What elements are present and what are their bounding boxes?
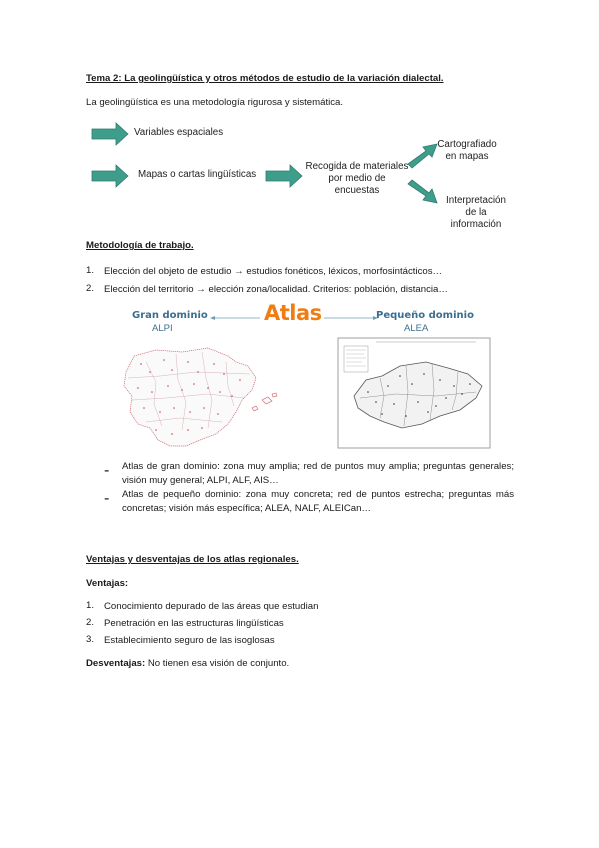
desventajas-label: Desventajas: (86, 658, 146, 669)
page-title: Tema 2: La geolingüística y otros métodos de estudio de la variación dialectal. (86, 73, 444, 84)
atlas-logo: Atlas (264, 301, 322, 325)
list-number: 2. (86, 617, 95, 628)
pequeno-dominio-title: Pequeño dominio (376, 310, 474, 321)
andalusia-map (336, 336, 492, 450)
gran-dominio-title: Gran dominio (132, 310, 208, 321)
ventajas-heading: Ventajas y desventajas de los atlas regionales. (86, 554, 299, 565)
list-number: 3. (86, 634, 95, 645)
interpretacion-label: Interpretación de la información (446, 195, 506, 230)
intro-text: La geolingüística es una metodología rigurosa y sistemática. (86, 97, 344, 108)
list-item: Penetración en las estructuras lingüísticas (104, 618, 284, 629)
right-connector-icon (324, 313, 378, 323)
list-item: Elección del territorio → elección zona/localidad. Criterios: población, distancia… (104, 284, 448, 295)
mapas-label: Mapas o cartas lingüísticas (138, 169, 257, 180)
process-diagram (86, 118, 526, 234)
list-number: 1. (86, 265, 95, 276)
list-number: 2. (86, 283, 95, 294)
list-number: 1. (86, 600, 95, 611)
alpi-label: ALPI (152, 323, 173, 334)
bullet-pequeno-dominio: Atlas de pequeño dominio: zona muy concreta; red de puntos estrecha; preguntas más concretas; visión más específica; ALEA, NALF, ALEICan… (122, 489, 514, 514)
arrow-recogida-icon (266, 165, 302, 187)
metodologia-heading: Metodología de trabajo. (86, 240, 194, 251)
alea-label: ALEA (404, 323, 429, 334)
desventajas-line (86, 657, 289, 670)
recogida-label: Recogida de materiales por medio de encuestas (305, 161, 409, 196)
arrow-variables-icon (92, 123, 128, 145)
cartografiado-label: Cartografiado en mapas (437, 139, 497, 162)
bullet-gran-dominio: Atlas de gran dominio: zona muy amplia; red de puntos muy amplia; preguntas generales; visión muy general; ALPI, ALF, AIS… (122, 461, 514, 486)
bullet-dash: - (104, 462, 110, 479)
iberian-peninsula-map (116, 342, 281, 450)
atlas-figure (104, 300, 504, 450)
arrow-mapas-icon (92, 165, 128, 187)
list-item: Establecimiento seguro de las isoglosas (104, 635, 275, 646)
left-connector-icon (210, 313, 262, 323)
list-item: Conocimiento depurado de las áreas que estudian (104, 601, 319, 612)
variables-label: Variables espaciales (134, 127, 224, 138)
list-item: Elección del objeto de estudio → estudios fonéticos, léxicos, morfosintácticos… (104, 266, 443, 277)
desventajas-text: No tienen esa visión de conjunto. (145, 658, 290, 669)
ventajas-label: Ventajas: (86, 578, 129, 589)
bullet-dash: - (104, 490, 110, 507)
